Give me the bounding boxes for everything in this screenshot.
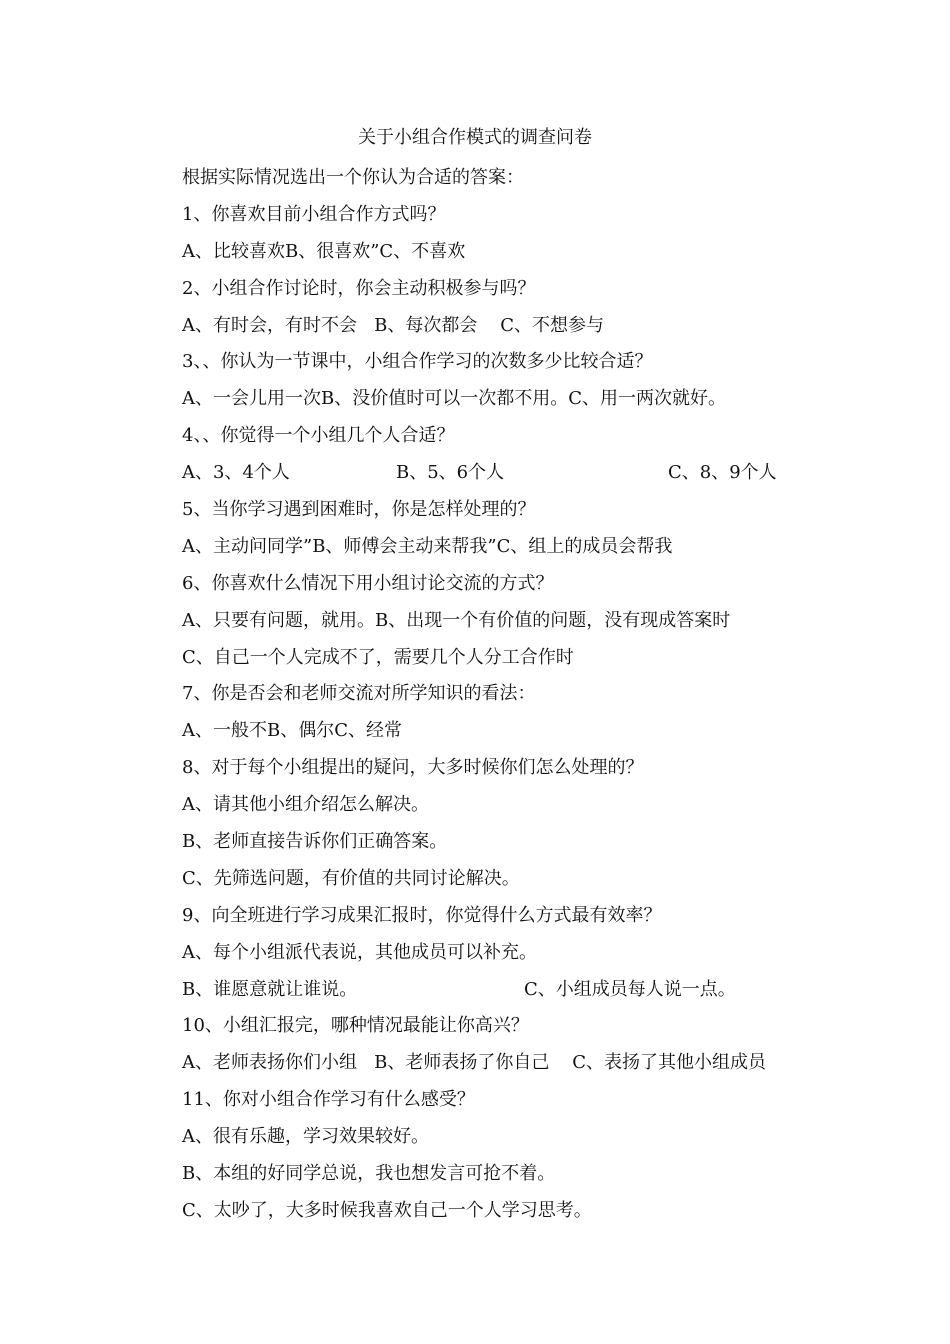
question-7-options: A、一般不B、偶尔C、经常 — [182, 720, 402, 742]
question-6-option-c: C、自己一个人完成不了，需要几个人分工合作时 — [182, 646, 574, 668]
question-4-option-a: A、3、4个人 — [182, 462, 290, 484]
question-1: 1、你喜欢目前小组合作方式吗？ — [182, 203, 446, 225]
question-4-options — [182, 455, 882, 492]
question-9-option-c: C、小组成员每人说一点。 — [524, 978, 736, 1000]
question-11-option-c: C、太吵了，大多时候我喜欢自己一个人学习思考。 — [182, 1199, 592, 1221]
survey-body — [182, 160, 882, 1230]
question-4-option-c: C、8、9个人 — [668, 462, 777, 484]
document-title: 关于小组合作模式的调查问卷 — [358, 127, 592, 148]
question-5: 5、当你学习遇到困难时，你是怎样处理的？ — [182, 499, 536, 521]
question-11-option-b: B、本组的好同学总说，我也想发言可抢不着。 — [182, 1163, 556, 1185]
question-8-option-a: A、请其他小组介绍怎么解决。 — [182, 794, 429, 816]
question-11-option-a: A、很有乐趣，学习效果较好。 — [182, 1126, 429, 1148]
question-2: 2、小组合作讨论时，你会主动积极参与吗？ — [182, 277, 536, 299]
question-9-option-b: B、谁愿意就让谁说。 — [182, 978, 358, 1000]
question-10: 10、小组汇报完，哪种情况最能让你高兴？ — [182, 1015, 529, 1037]
question-7: 7、你是否会和老师交流对所学知识的看法： — [182, 683, 536, 705]
question-9: 9、向全班进行学习成果汇报时，你觉得什么方式最有效率？ — [182, 904, 662, 926]
question-8: 8、对于每个小组提出的疑问，大多时候你们怎么处理的？ — [182, 757, 644, 779]
question-4-option-b: B、5、6个人 — [396, 462, 505, 484]
question-2-options — [182, 308, 882, 345]
question-8-option-b: B、老师直接告诉你们正确答案。 — [182, 831, 448, 853]
question-5-options: A、主动问同学”B、师傅会主动来帮我”C、组上的成员会帮我 — [182, 535, 673, 557]
question-3-options: A、一会儿用一次B、没价值时可以一次都不用。C、用一两次就好。 — [182, 388, 726, 410]
question-2-options-text: A、有时会，有时不会 B、每次都会 C、不想参与 — [182, 314, 605, 336]
question-8-option-c: C、先筛选问题，有价值的共同讨论解决。 — [182, 867, 520, 889]
survey-intro: 根据实际情况选出一个你认为合适的答案： — [182, 167, 524, 188]
question-6-options-ab: A、只要有问题，就用。B、出现一个有价值的问题，没有现成答案时 — [182, 609, 731, 631]
question-10-options-text: A、老师表扬你们小组 B、老师表扬了你自己 C、表扬了其他小组成员 — [182, 1052, 767, 1074]
question-6: 6、你喜欢什么情况下用小组讨论交流的方式？ — [182, 572, 554, 594]
question-3: 3、、你认为一节课中，小组合作学习的次数多少比较合适？ — [182, 351, 653, 373]
question-11: 11、你对小组合作学习有什么感受？ — [182, 1089, 475, 1111]
question-9-options-bc — [182, 972, 882, 1009]
question-1-options: A、比较喜欢B、很喜欢”C、不喜欢 — [182, 240, 466, 262]
question-9-option-a: A、每个小组派代表说，其他成员可以补充。 — [182, 941, 537, 963]
question-4: 4、、你觉得一个小组几个人合适？ — [182, 425, 455, 447]
question-10-options — [182, 1045, 882, 1082]
